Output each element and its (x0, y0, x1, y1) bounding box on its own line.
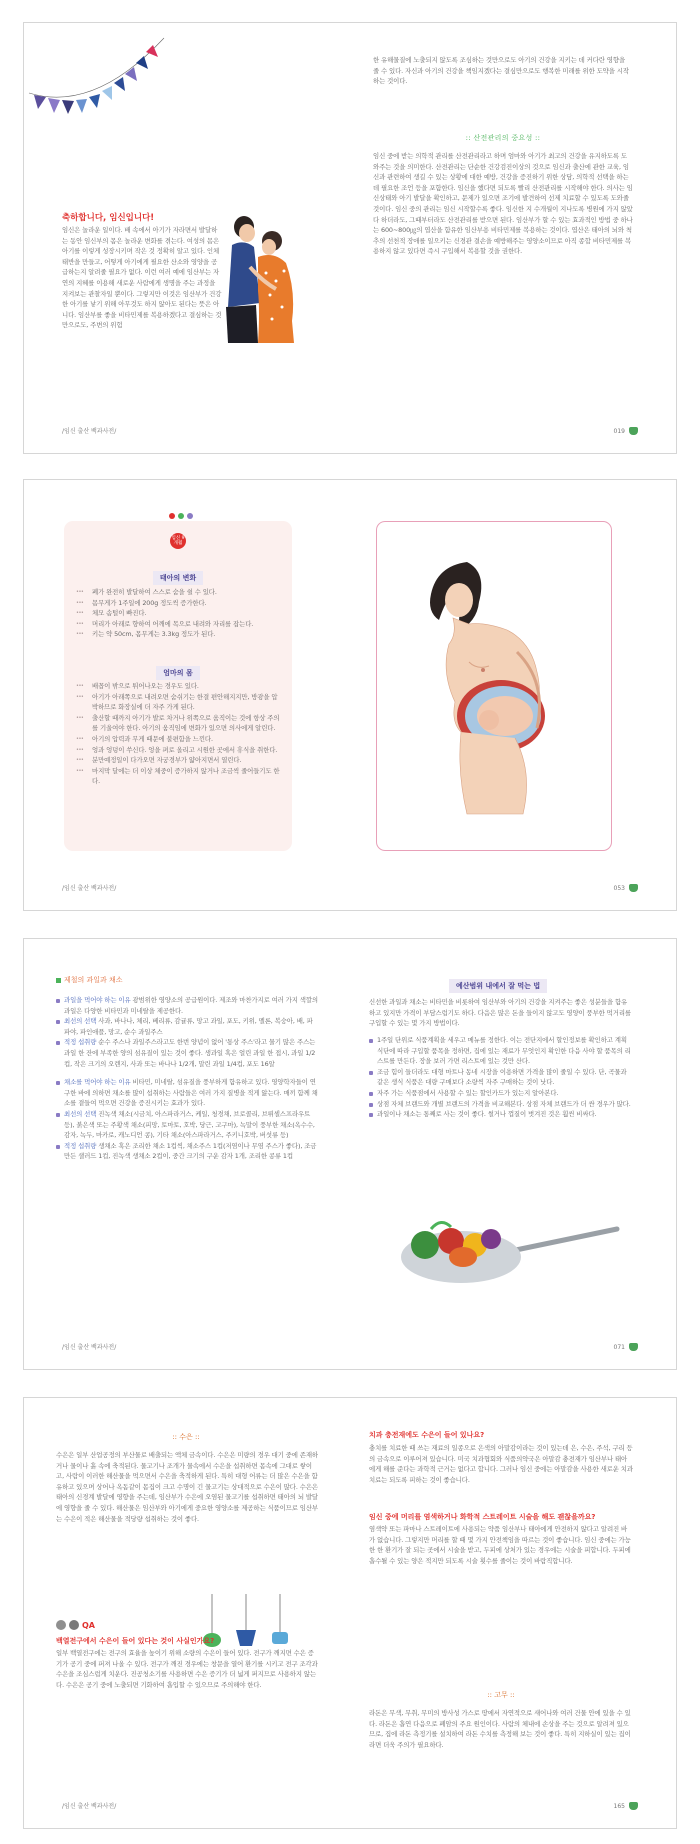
section-title: :: 산전관리의 중요성 :: (465, 134, 541, 142)
list-item (56, 1077, 318, 1109)
footer-title: /임신 출산 백과사전/ (62, 428, 117, 435)
info-box (64, 521, 292, 851)
section-title (56, 975, 123, 985)
page-019 (351, 23, 678, 453)
fruit-veg-list (56, 995, 318, 1307)
month-badge-text: 임신 9개월 (171, 536, 185, 546)
list-item: ••• 아기가 아래쪽으로 내려오면 숨쉬기는 한결 편안해지지만, 방광을 압박하므로 화장실에 더 자주 가게 된다. (76, 692, 281, 713)
list-item: 자주 가는 식품점에서 사용할 수 있는 할인카드가 있는지 알아본다. (369, 1088, 633, 1099)
q1-body: 충치를 치료한 때 쓰는 재료의 일종으로 은색의 아말감이라는 것이 있는데 은, 수은, 주석, 구리 등의 금속으로 이루어져 있습니다. 미국 치과협회와 식품의약국은 아말감 충전재가 임산부나 태아에게 해를 준다는 과학적 근거는 없다고 합니다. 그러나 임신 중에는 아말감을 사용한 새로운 치과 치료는 되도록 피하는 것이 좋습니다. (369, 1444, 633, 1484)
section-title: :: 고무 :: (487, 1691, 515, 1699)
section-title-text: 제철의 과일과 채소 (64, 976, 123, 984)
page-071 (351, 939, 678, 1369)
item-text: 생채소 혹은 조리한 채소 1컵씩, 채소주스 1컵(저염이나 무염 주스가 좋다), 조금 만든 샐러드 1컵, 진녹색 생채소 2컵이, 중간 크기의 구운 감자 1개, 조리한 콩류 1컵 (64, 1141, 317, 1161)
footer-title: /임신 출산 백과사전/ (62, 1803, 117, 1810)
body-text: 수은은 일부 산업공정의 부산물로 배출되는 액체 금속이다. 수은은 미량의 경우 대기 중에 존재하거나 물이나 흙 속에 축적된다. 물고기나 조개가 물속에서 수은을 섭취하면 몸속에 그대로 쌓이고, 사람이 이러한 해산물을 먹으면서 수은을 축적하게 된다. 특히 대형 어류는 더 많은 수은을 함유하고 있으며 상어나 옥돔같이 몸집이 크고 수명이 긴 물고기는 상대적으로 수은이 많다. 수은은 태아의 신경계 발달에 영향을 주는데, 임산부가 수은에 오염된 물고기를 섭취하면 태아의 뇌 발달에 영향을 줄 수 있다. 해산물은 임산부와 아기에게 중요한 영양소를 제공하는 식품이므로 임산부는 수은이 적은 해산물을 적당량 섭취하는 것이 좋다. (56, 1451, 318, 1523)
section-title: :: 수은 :: (172, 1433, 200, 1441)
page-070 (24, 939, 351, 1369)
page-number (614, 884, 638, 892)
spread-4 (23, 1397, 677, 1829)
body-text: 라돈은 무색, 무취, 무미의 방사성 가스로 땅에서 자연적으로 새어나와 여러 건물 안에 있을 수 있다. 라돈은 흡연 다음으로 폐암의 주요 원인이다. 사람의 체내에 손상을 주는 것으로 알려져 있으므로, 집에 라돈 측정기를 설치하여 라돈 수치를 측정해 보는 것이 좋다. 특히 지하실이 있는 집이라면 더욱 주의가 필요하다. (369, 1709, 631, 1749)
list-item: ••• 머리가 아래로 향하여 어깨에 목으로 내려와 자리를 잡는다. (76, 619, 281, 630)
list-item: ••• 출산할 때까지 아기가 발로 차거나 위쪽으로 움직이는 것에 항상 주의를 기울여야 한다. 아기의 움직임에 변화가 있으면 의사에게 알린다. (76, 713, 281, 734)
list-item: ••• 마지막 달에는 더 이상 체중이 증가하지 않거나 조금씩 줄어들기도 한다. (76, 766, 281, 787)
list-item: ••• 엉과 엉덩이 쑤신다. 엉을 펴로 올리고 시원한 곳에서 휴식을 취한다. (76, 745, 281, 756)
item-label: 최선의 선택 (64, 1109, 97, 1118)
page-number (614, 1802, 638, 1810)
q2-title: 임신 중에 머리를 염색하거나 화학적 스트레이트 시술을 해도 괜찮을까요? (369, 1513, 596, 1521)
body-text: 임신 중에 받는 의학적 관리를 산전관리라고 하며 엄마와 아기가 최고의 건강을 유지하도록 도와주는 것을 의미한다. 산전관리는 단순한 건강검진이상의 것으로 임신과 출산에 관한 교육, 임신과 관련하여 생길 수 있는 상황에 대한 예방, 건강을 증진하기 위한 상담, 의학적 선택을 하는 데 필요한 조언 등을 포함한다. 임신을 했다면 되도록 빨리 산전관리를 시작해야 한다. 의사는 임신상태와 아기 발달을 확인하고, 문제가 있으면 조기에 발견하여 선제 치료할 수 있도록 도와줄 것이다. 임신 중의 관리는 임신 시작할수록 좋다. 임신한 지 수개월이 지나도록 병원에 가지 않았다 하더라도, 그때부터라도 산전관리를 받으면 된다. 임산부가 할 수 있는 효과적인 방법 중 하나는 600~800㎍의 엽산을 함유한 임산부용 비타민제를 복용하는 것이다. 엽산은 태아의 뇌와 척추의 선천적 장애를 일으키는 신경관 결손을 예방해주는 영양소이므로 아직 종합 비타민제를 복용하지 않고 있다면 즉시 구입해서 복용할 것을 권한다. (373, 152, 633, 256)
list-item: 1주일 단위로 식품계획을 세우고 메뉴를 정한다. 이는 전단지에서 할인정보를 확인하고 계획 식단에 따라 구입할 품목을 정하면, 집에 있는 재료가 무엇인지 확인한 다음 사야 할 품목의 리스트를 만든다. 장을 보러 가면 리스트에 있는 것만 산다. (369, 1035, 633, 1067)
bunting-flags-icon (24, 23, 184, 123)
page-number-text: 071 (613, 1343, 625, 1351)
list-item: ••• 키는 약 50cm, 몸무게는 3.3kg 정도가 된다. (76, 629, 281, 640)
square-icon (56, 978, 61, 983)
page-052 (24, 480, 351, 910)
item-text: 비타민, 미네랄, 섬유질을 풍부하게 함유하고 있다. 영양학자들이 연구한 바에 의하면 채소를 많이 섭취하는 사람들은 여러 가지 질병을 적게 앓는다. 매끼 함께 채소를 곁들여 먹으면 건강을 증진시키는 효과가 있다. (64, 1078, 318, 1108)
item-text: 사과, 바나나, 체리, 베리류, 감귤류, 망고 과일, 포도, 키위, 멜론, 복숭아, 배, 파파야, 파인애플, 망고, 순수 과일주스 (64, 1017, 313, 1036)
page-number (614, 1343, 638, 1351)
cleaning-tools-illustration-icon (194, 1594, 304, 1656)
q1-title: 치과 충전재에도 수은이 들어 있나요? (369, 1431, 485, 1439)
page-badge-icon (629, 884, 638, 892)
spread-3 (23, 938, 677, 1370)
section1-list (76, 587, 281, 640)
item-text: 순수 주스나 과일주스라고도 한번 양념이 없어 '통상 주스'라고 물기 많은 주스는 과일 한 잔에 부족한 양의 섬유질이 있는 것이 좋다. 생과일 혹은 얼린 과일 한 접시, 과일 1/2컵, 작은 크기의 오렌지, 사과 또는 바나나 1/2개, 말린 과일 1/4컵, 포도 16알 (64, 1038, 316, 1068)
page-badge-icon (629, 427, 638, 435)
item-label: 채소를 먹어야 하는 이유 (64, 1078, 131, 1087)
section2-list (76, 681, 281, 787)
list-item (56, 1109, 318, 1141)
budget-title-text: 예산범위 내에서 잘 먹는 법 (449, 979, 547, 993)
list-item: ••• 아기의 압력과 무게 때문에 불편함을 느낀다. (76, 734, 281, 745)
list-item (56, 1037, 318, 1069)
item-label: 적정 섭취량 (64, 1141, 97, 1150)
heading: 축하합니다, 임신입니다! (62, 213, 155, 223)
vegetable-ladle-illustration-icon (391, 1211, 621, 1291)
spread-2 (23, 479, 677, 911)
lightbulb-icon (69, 1620, 79, 1630)
illustration-frame (376, 521, 612, 851)
intro-text: 신선한 과일과 채소는 비타민을 비롯하여 임산부와 아기의 건강을 지켜주는 좋은 성분들을 함유하고 있지만 가격이 부담스럽기도 하다. 다음은 많은 돈을 들이지 않고도 영양이 풍부한 먹거리를 구입할 수 있는 몇 가지 방법이다. (369, 998, 631, 1028)
budget-list (369, 1035, 633, 1120)
lightbulb-icon (56, 1620, 66, 1630)
section2-title: 엄마의 몸 (156, 666, 200, 680)
qa-header (56, 1620, 95, 1630)
spread-1 (23, 22, 677, 454)
page-164 (24, 1398, 351, 1828)
page-018 (24, 23, 351, 453)
list-item (56, 1016, 318, 1037)
item-text: 진녹색 채소(시금치, 아스파라거스, 케일, 청경채, 브로콜리, 브뤼셀스프라우트 등), 붉은색 또는 주황색 채소(피망, 토마토, 호박, 당근, 고구마), 녹말이 풍부한 채소(옥수수, 감자, 녹두, 마카로, 캐노디언 콩), 기타 채소(아스파라거스, 주키니호박, 버섯류 등) (64, 1109, 315, 1140)
page-number-text: 165 (613, 1802, 625, 1810)
list-item: ••• 분만예정일이 다가오면 자궁경부가 얇아지면서 열린다. (76, 755, 281, 766)
month-badge (170, 533, 186, 549)
body-text: 임신은 놀라운 일이다. 배 속에서 아기가 자라면서 발달하는 동안 임신부의 몸은 놀라운 변화를 겪는다. 여성의 몸은 아기를 이렇게 성장시키며 작은 것 정확히 알고 있다. 인체 태반을 만들고, 어떻게 아기에게 필요한 산소와 영양을 공급하는지 알려줄 필요가 없다. 이런 여러 예에 임산부는 자연의 지혜를 이용해 새로운 사람에게 생명을 주는 과정을 지켜보는 관찰자일 뿐이다. 그렇지만 이것은 임산부가 건강한 아기를 낳기 위해 아무것도 하지 않아도 된다는 뜻은 아니다. 임산부를 좋을 비타민제를 복용하겠다고 결심하는 것만으로도, 주변의 위험 (62, 226, 222, 330)
footer-title: /임신 출산 백과사전/ (62, 885, 117, 892)
list-item (56, 995, 318, 1016)
q2-body: 염색약 또는 파마나 스트레이트에 사용되는 약품 임산부나 태아에게 안전하지 않다고 알려진 바가 없습니다. 그렇지만 머리를 할 때 몇 가지 안전책임을 따르는 것이 좋습니다. 임신 중에는 가능한 한 환기가 잘 되는 곳에서 시술을 받고, 두피에 상처가 있는 경우에는 시술을 피합니다. 두피에 흡수될 수 있는 양은 적지만 되도록 시술 횟수를 줄이는 것이 바람직합니다. (369, 1525, 631, 1565)
footer-title: /임신 출산 백과사전/ (62, 1344, 117, 1351)
list-item (56, 1141, 318, 1162)
couple-illustration-icon (214, 211, 306, 343)
list-item: 과일이나 채소는 통째로 사는 것이 좋다. 썰거나 껍질이 벗겨진 것은 훨씬 비싸다. (369, 1109, 633, 1120)
color-dots (169, 513, 193, 519)
qa-title: 백열전구에서 수은이 들어 있다는 것이 사실인가요? (56, 1637, 215, 1645)
page-number (614, 427, 638, 435)
page-number-text: 053 (613, 884, 625, 892)
budget-title (449, 973, 547, 993)
section1-title: 태아의 변화 (153, 571, 203, 585)
item-label: 과일을 먹어야 하는 이유 (64, 996, 131, 1004)
list-item: 상점 자체 브랜드와 개별 브랜드의 가격을 비교해본다. 상점 자체 브랜드가 더 싼 경우가 많다. (369, 1099, 633, 1110)
item-text: 광범위한 영양소의 공급원이다. 제조와 마찬가지로 여러 가지 색깔의 과일은 다양한 비타민과 미네랄을 제공한다. (64, 996, 318, 1015)
body-top: 한 유해물질에 노출되지 않도록 조심하는 것만으로도 아기의 건강을 지키는 데 커다란 영향을 줄 수 있다. 자신과 아기의 건강을 책임지겠다는 결심만으로도 행복한 미래를 위한 도약을 시작하는 것이다. (373, 56, 629, 86)
pregnant-woman-illustration-icon (397, 552, 593, 822)
list-item: 조금 힘이 들더라도 대형 마트나 동네 시장을 이용하면 가격을 많이 줄일 수 있다. 단, 곡물과 같은 생식 식품은 대량 구매보다 소량씩 자주 구매하는 것이 낫다. (369, 1067, 633, 1088)
item-label: 최선의 선택 (64, 1017, 97, 1026)
item-label: 적정 섭취량 (64, 1038, 97, 1047)
list-item: ••• 체모 솜털이 빠진다. (76, 608, 281, 619)
page-number-text: 019 (613, 427, 625, 435)
list-item: ••• 폐가 완전히 발달하여 스스로 숨을 쉴 수 있다. (76, 587, 281, 598)
list-item: ••• 배꼽이 밖으로 튀어나오는 경우도 있다. (76, 681, 281, 692)
qa-label: QA (82, 1620, 95, 1630)
qa-body: 일부 백열전구에는 전구의 효율을 높이기 위해 소량의 수은이 들어 있다. 전구가 깨지면 수은 증기가 공기 중에 퍼져 나올 수 있다. 전구가 깨진 경우에는 창문을 열어 환기를 시키고 전구 조각과 수은을 조심스럽게 치운다. 진공청소기를 사용하면 수은 증기가 더 넓게 퍼지므로 사용하지 않는다. 수은은 공기 중에 노출되면 기화하여 흡입할 수 있으므로 주의해야 한다. (56, 1649, 318, 1689)
page-053 (351, 480, 678, 910)
page-165 (351, 1398, 678, 1828)
page-badge-icon (629, 1343, 638, 1351)
page-badge-icon (629, 1802, 638, 1810)
list-item: ••• 몸무게가 1주일에 200g 정도씩 증가한다. (76, 598, 281, 609)
